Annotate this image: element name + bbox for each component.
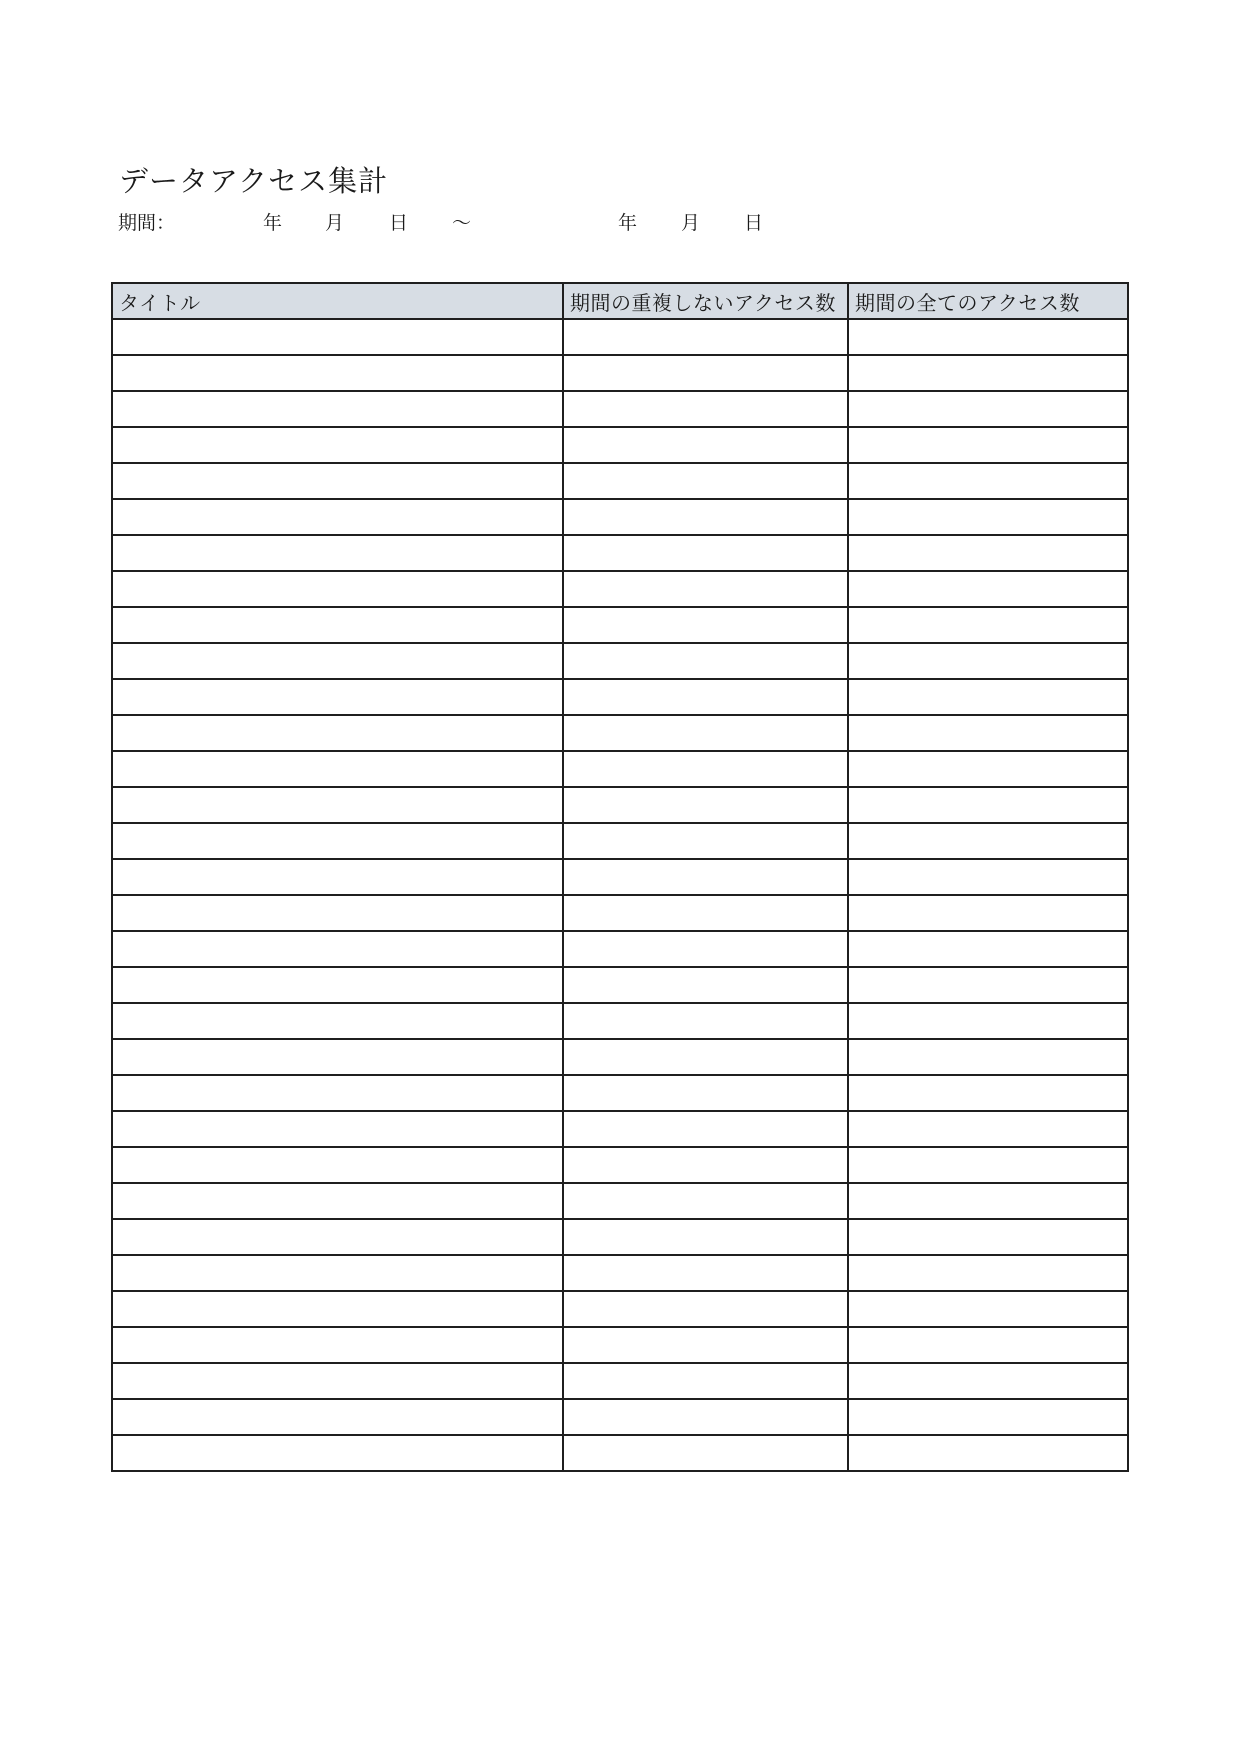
cell-unique-access-count[interactable] (563, 427, 848, 463)
table-row (112, 787, 1128, 823)
table-row (112, 1255, 1128, 1291)
table-row (112, 1363, 1128, 1399)
cell-title[interactable] (112, 1039, 563, 1075)
table-row (112, 463, 1128, 499)
table-row (112, 319, 1128, 355)
cell-title[interactable] (112, 355, 563, 391)
cell-unique-access-count[interactable] (563, 859, 848, 895)
cell-unique-access-count[interactable] (563, 1147, 848, 1183)
table-body (112, 319, 1128, 1471)
cell-total-access-count[interactable] (848, 1363, 1128, 1399)
table-row (112, 1075, 1128, 1111)
cell-unique-access-count[interactable] (563, 355, 848, 391)
period-separator: 〜 (452, 212, 472, 234)
table-row (112, 715, 1128, 751)
cell-unique-access-count[interactable] (563, 1291, 848, 1327)
cell-unique-access-count[interactable] (563, 571, 848, 607)
cell-unique-access-count[interactable] (563, 1363, 848, 1399)
cell-total-access-count[interactable] (848, 607, 1128, 643)
header-title: タイトル (112, 283, 563, 319)
cell-title[interactable] (112, 571, 563, 607)
cell-total-access-count[interactable] (848, 1327, 1128, 1363)
cell-title[interactable] (112, 1111, 563, 1147)
cell-unique-access-count[interactable] (563, 823, 848, 859)
period-start-month-label: 月 (325, 212, 345, 234)
cell-unique-access-count[interactable] (563, 1399, 848, 1435)
cell-title[interactable] (112, 463, 563, 499)
table-row (112, 895, 1128, 931)
period-row (118, 209, 818, 237)
cell-total-access-count[interactable] (848, 1003, 1128, 1039)
table-row (112, 643, 1128, 679)
table-row (112, 1291, 1128, 1327)
table-row (112, 1147, 1128, 1183)
table-row (112, 751, 1128, 787)
cell-unique-access-count[interactable] (563, 787, 848, 823)
cell-title[interactable] (112, 1291, 563, 1327)
cell-unique-access-count[interactable] (563, 1255, 848, 1291)
cell-total-access-count[interactable] (848, 1183, 1128, 1219)
cell-title[interactable] (112, 643, 563, 679)
cell-total-access-count[interactable] (848, 1291, 1128, 1327)
cell-title[interactable] (112, 715, 563, 751)
cell-unique-access-count[interactable] (563, 1435, 848, 1471)
header-unique-access-count: 期間の重複しないアクセス数 (563, 283, 848, 319)
cell-title[interactable] (112, 319, 563, 355)
cell-total-access-count[interactable] (848, 1219, 1128, 1255)
access-summary-table (111, 282, 1129, 1472)
cell-total-access-count[interactable] (848, 1399, 1128, 1435)
cell-title[interactable] (112, 1219, 563, 1255)
cell-unique-access-count[interactable] (563, 391, 848, 427)
cell-total-access-count[interactable] (848, 571, 1128, 607)
cell-title[interactable] (112, 1003, 563, 1039)
table-row (112, 499, 1128, 535)
cell-total-access-count[interactable] (848, 1111, 1128, 1147)
cell-total-access-count[interactable] (848, 895, 1128, 931)
cell-title[interactable] (112, 607, 563, 643)
table-header-row (112, 283, 1128, 319)
cell-unique-access-count[interactable] (563, 319, 848, 355)
cell-total-access-count[interactable] (848, 787, 1128, 823)
period-end-month-label: 月 (681, 212, 701, 234)
cell-total-access-count[interactable] (848, 499, 1128, 535)
cell-total-access-count[interactable] (848, 535, 1128, 571)
table-row (112, 1039, 1128, 1075)
table-row (112, 1399, 1128, 1435)
cell-unique-access-count[interactable] (563, 967, 848, 1003)
cell-total-access-count[interactable] (848, 1039, 1128, 1075)
cell-title[interactable] (112, 679, 563, 715)
cell-title[interactable] (112, 931, 563, 967)
cell-unique-access-count[interactable] (563, 679, 848, 715)
table-row (112, 535, 1128, 571)
table-row (112, 427, 1128, 463)
cell-total-access-count[interactable] (848, 751, 1128, 787)
period-start-day-label: 日 (389, 212, 409, 234)
cell-total-access-count[interactable] (848, 679, 1128, 715)
cell-title[interactable] (112, 427, 563, 463)
cell-title[interactable] (112, 1183, 563, 1219)
cell-title[interactable] (112, 499, 563, 535)
table-row (112, 679, 1128, 715)
table-row (112, 1111, 1128, 1147)
table-row (112, 1435, 1128, 1471)
table-row (112, 1003, 1128, 1039)
cell-total-access-count[interactable] (848, 1255, 1128, 1291)
cell-total-access-count[interactable] (848, 427, 1128, 463)
cell-unique-access-count[interactable] (563, 1039, 848, 1075)
cell-title[interactable] (112, 391, 563, 427)
cell-unique-access-count[interactable] (563, 607, 848, 643)
cell-unique-access-count[interactable] (563, 643, 848, 679)
cell-title[interactable] (112, 1075, 563, 1111)
table-row (112, 355, 1128, 391)
cell-unique-access-count[interactable] (563, 895, 848, 931)
table-row (112, 1183, 1128, 1219)
cell-title[interactable] (112, 1363, 563, 1399)
cell-unique-access-count[interactable] (563, 1003, 848, 1039)
cell-unique-access-count[interactable] (563, 751, 848, 787)
cell-title[interactable] (112, 823, 563, 859)
cell-title[interactable] (112, 1435, 563, 1471)
cell-total-access-count[interactable] (848, 319, 1128, 355)
cell-total-access-count[interactable] (848, 859, 1128, 895)
cell-title[interactable] (112, 751, 563, 787)
cell-unique-access-count[interactable] (563, 1183, 848, 1219)
cell-unique-access-count[interactable] (563, 1075, 848, 1111)
cell-total-access-count[interactable] (848, 1075, 1128, 1111)
cell-title[interactable] (112, 967, 563, 1003)
table-row (112, 1327, 1128, 1363)
table-row (112, 1219, 1128, 1255)
cell-total-access-count[interactable] (848, 931, 1128, 967)
cell-unique-access-count[interactable] (563, 715, 848, 751)
period-start-year-label: 年 (263, 212, 283, 234)
cell-total-access-count[interactable] (848, 1435, 1128, 1471)
table-row (112, 859, 1128, 895)
table-row (112, 391, 1128, 427)
cell-title[interactable] (112, 535, 563, 571)
cell-total-access-count[interactable] (848, 391, 1128, 427)
cell-title[interactable] (112, 1255, 563, 1291)
table-row (112, 607, 1128, 643)
cell-title[interactable] (112, 895, 563, 931)
table-row (112, 571, 1128, 607)
header-total-access-count: 期間の全てのアクセス数 (848, 283, 1128, 319)
cell-unique-access-count[interactable] (563, 535, 848, 571)
document-title: データアクセス集計 (119, 164, 389, 198)
cell-total-access-count[interactable] (848, 463, 1128, 499)
cell-total-access-count[interactable] (848, 823, 1128, 859)
table-row (112, 967, 1128, 1003)
cell-total-access-count[interactable] (848, 715, 1128, 751)
cell-total-access-count[interactable] (848, 967, 1128, 1003)
cell-unique-access-count[interactable] (563, 931, 848, 967)
table-row (112, 823, 1128, 859)
cell-title[interactable] (112, 1147, 563, 1183)
period-label: 期間： (118, 212, 176, 234)
cell-total-access-count[interactable] (848, 1147, 1128, 1183)
cell-unique-access-count[interactable] (563, 499, 848, 535)
cell-unique-access-count[interactable] (563, 1327, 848, 1363)
cell-title[interactable] (112, 1327, 563, 1363)
table-row (112, 931, 1128, 967)
cell-unique-access-count[interactable] (563, 1219, 848, 1255)
cell-title[interactable] (112, 859, 563, 895)
cell-title[interactable] (112, 787, 563, 823)
period-end-year-label: 年 (618, 212, 638, 234)
cell-unique-access-count[interactable] (563, 1111, 848, 1147)
period-end-day-label: 日 (744, 212, 764, 234)
cell-total-access-count[interactable] (848, 643, 1128, 679)
cell-title[interactable] (112, 1399, 563, 1435)
cell-total-access-count[interactable] (848, 355, 1128, 391)
cell-unique-access-count[interactable] (563, 463, 848, 499)
